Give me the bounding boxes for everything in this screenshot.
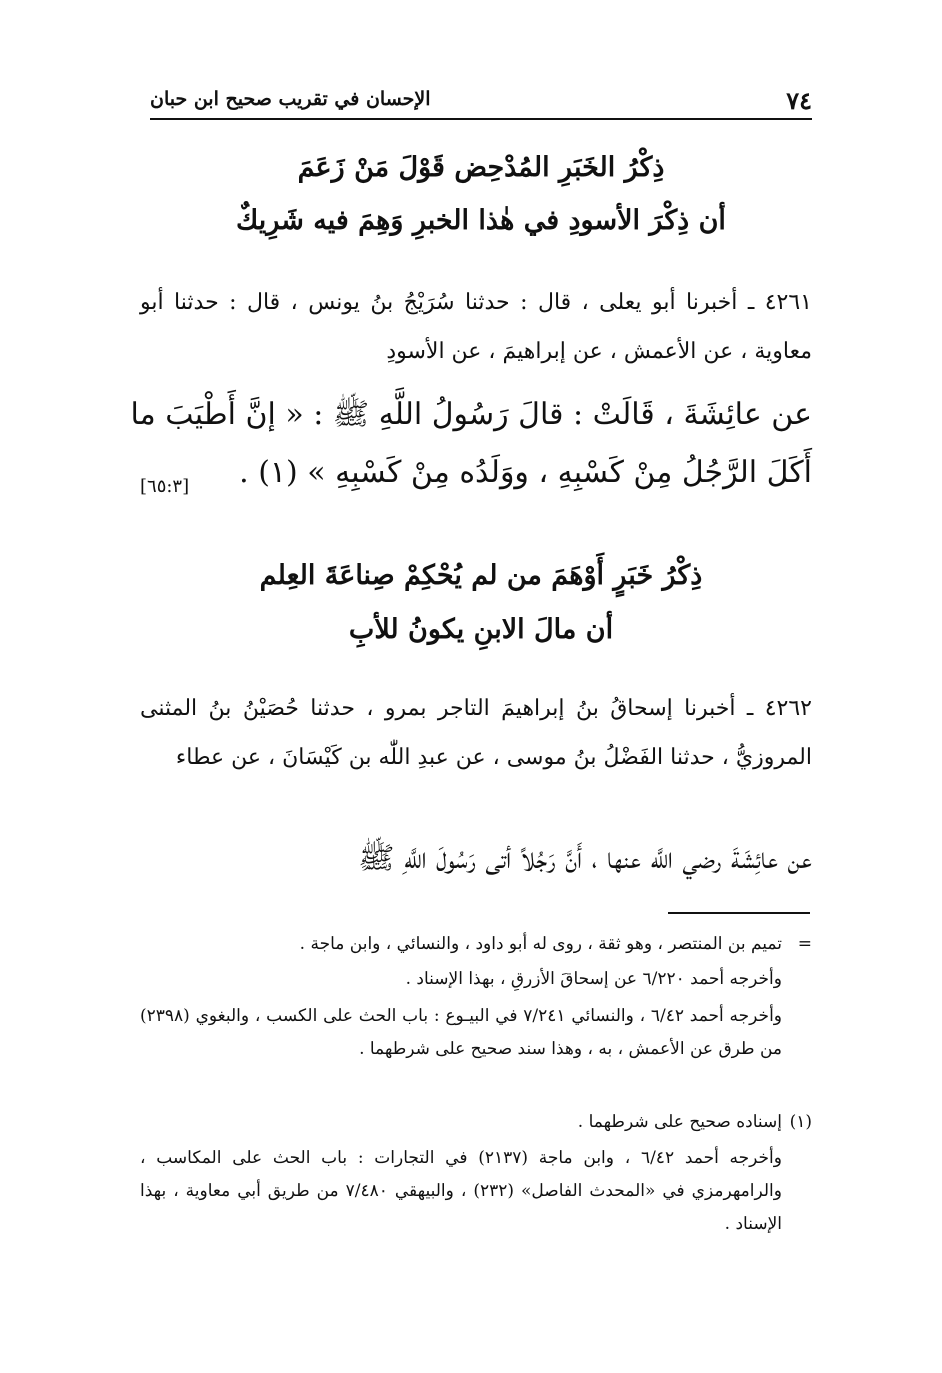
footnote-1 <box>140 1106 812 1139</box>
section-heading-1-line2: أن ذِكْرَ الأسودِ في هٰذا الخبرِ وَهِمَ فيه شَرِيكٌ <box>236 205 726 236</box>
footnote-text: إسناده صحيح على شرطهما . <box>577 1112 782 1132</box>
footnote-text: تميم بن المنتصر ، وهو ثقة ، روى له أبو داود ، والنسائي ، وابن ماجة . <box>299 934 782 954</box>
footnote-text: وأخرجه أحمد ٦/٤٢ ، والنسائي ٧/٢٤١ في البيـوع : باب الحث على الكسب ، والبغوي (٢٣٩٨) من طرق عن الأعمش ، به ، وهذا سند صحيح على شرطهما . <box>140 1006 783 1059</box>
hadith-4261-isnad: ٤٢٦١ ـ أخبرنا أبو يعلى ، قال : حدثنا سُرَيْجُ بنُ يونس ، قال : حدثنا أبو معاوية ، عن الأعمش ، عن إبراهيمَ ، عن الأسودِ <box>140 290 812 364</box>
footnote-number: (١) <box>789 1112 812 1132</box>
volume-reference: [٦٥:٣] <box>140 476 190 497</box>
page-header <box>150 78 812 120</box>
continuation-marker: = <box>797 934 812 954</box>
hadith-4262-matn <box>140 830 812 888</box>
running-title: الإحسان في تقريب صحيح ابن حبان <box>150 88 431 110</box>
footnote-text: وأخرجه أحمد ٦/٤٢ ، وابن ماجة (٢١٣٧) في التجارات : باب الحث على المكاسب ، والرامهرمزي في «المحدث الفاصل» (٢٣٢) ، والبيهقي ٧/٤٨٠ من طريق أبي معاوية ، بهذا الإسناد . <box>140 1148 782 1234</box>
matn-line: أَكَلَ الرَّجُلُ مِنْ كَسْبِهِ ، ووَلَدُه مِنْ كَسْبِهِ » (١) . <box>239 455 812 490</box>
matn-line: عن عائِشَةَ ، قَالَتْ : قالَ رَسُولُ اللَّهِ ﷺ : « إنَّ أَطْيَبَ ما <box>130 397 812 432</box>
section-heading-1-line1: ذِكْرُ الخَبَرِ المُدْحِض قَوْلَ مَنْ زَعَمَ <box>297 152 665 183</box>
page-number: ٧٤ <box>786 86 812 115</box>
footnote-paragraph <box>140 1000 812 1066</box>
section-heading-2-line2: أن مالَ الابنِ يكونُ للأبِ <box>348 614 614 645</box>
section-heading-2-line1: ذِكْرُ خَبَرٍ أَوْهَمَ من لم يُحْكِمْ صِناعَةَ العِلم <box>259 560 703 591</box>
footnote-separator <box>668 912 810 914</box>
hadith-4262-isnad: ٤٢٦٢ ـ أخبرنا إسحاقُ بنُ إبراهيمَ التاجر بمرو ، حدثنا حُصَيْنُ بنُ المثنى المروزيُّ ، حدثنا الفَضْلُ بنُ موسى ، عن عبدِ اللّٰه بن كَيْسَانَ ، عن عطاء <box>140 696 812 770</box>
footnote-continuation <box>140 928 812 961</box>
hadith-4261-matn <box>130 386 812 502</box>
footnote-paragraph <box>140 963 812 996</box>
footnote-paragraph <box>140 1142 812 1241</box>
matn-line: عن عائِشَةَ رضي اللَّه عنها ، أَنَّ رَجُلاً أتى رَسُولَ اللَّهِ ﷺ <box>358 841 812 876</box>
footnote-text: وأخرجه أحمد ٦/٢٢٠ عن إسحاقَ الأزرقِ ، بهذا الإسناد . <box>405 969 782 989</box>
